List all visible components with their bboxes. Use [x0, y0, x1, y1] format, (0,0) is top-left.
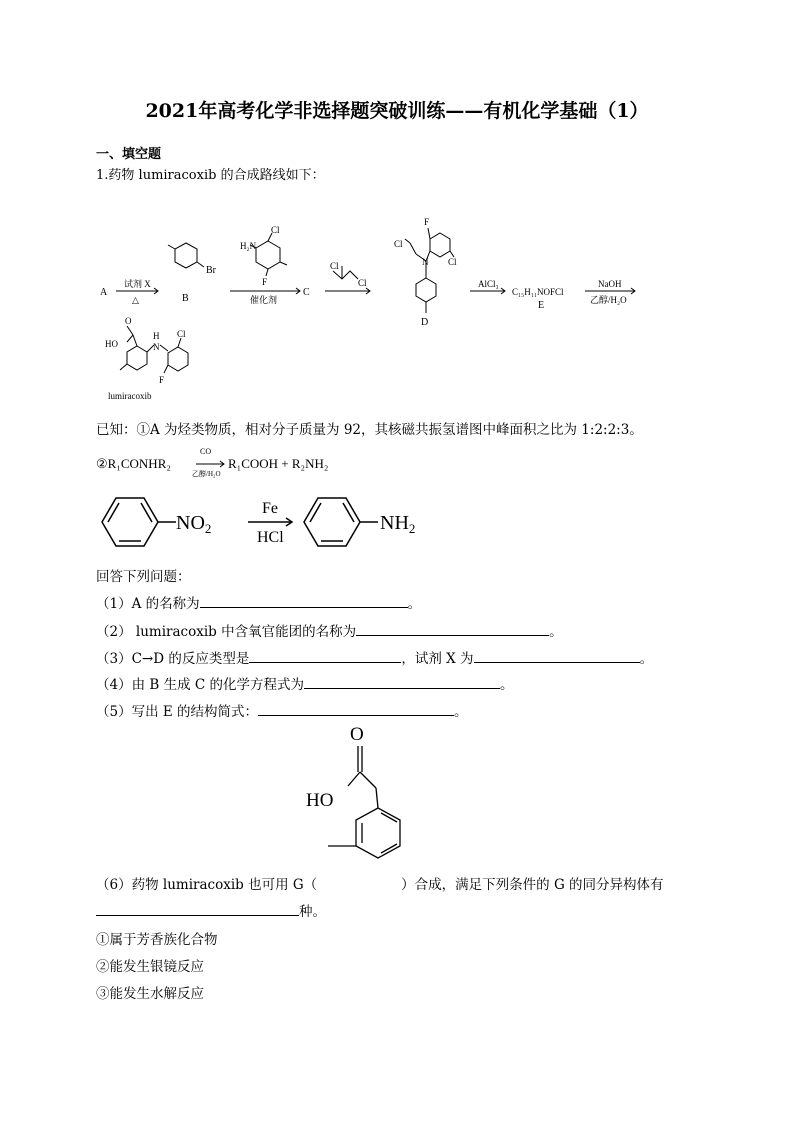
- label-D: D: [421, 317, 429, 328]
- alcl3: AlCl₃: [478, 279, 499, 289]
- answer-blank-5[interactable]: [258, 702, 454, 716]
- n-atom-d: N: [422, 257, 429, 267]
- cl-atom-d2: Cl: [448, 257, 457, 267]
- reactant-amide: ②R₁CONHR₂: [96, 456, 171, 471]
- question-6: [96, 873, 664, 893]
- q6-tail: ）合成，满足下列条件的 G 的同分异构体有: [401, 877, 664, 893]
- q4-period: 。: [500, 677, 514, 693]
- q2-text: （2） lumiracoxib 中含氧官能团的名称为: [96, 624, 357, 640]
- cl-atom-1: Cl: [330, 261, 339, 271]
- answer-blank-3b[interactable]: [474, 649, 640, 663]
- q1-period: 。: [407, 596, 422, 612]
- q5-text: （5）写出 E 的结构简式：: [96, 704, 259, 720]
- question-1-intro: 1.药物 lumiracoxib 的合成路线如下：: [96, 168, 325, 183]
- ethanol-water: 乙醇/H₂O: [590, 295, 627, 305]
- answer-blank-6[interactable]: [96, 902, 299, 916]
- q3-mid: ，试剂 X 为: [401, 651, 474, 667]
- q1-text: （1）A 的名称为: [96, 596, 200, 612]
- label-C: C: [303, 287, 310, 298]
- product-acid-amine: R₁COOH + R₂NH₂: [228, 456, 329, 471]
- condition-1: ①属于芳香族化合物: [96, 932, 218, 948]
- condition-co: CO: [200, 447, 212, 456]
- label-A: A: [100, 287, 108, 298]
- known-item-1: [96, 418, 643, 438]
- answer-blank-1[interactable]: [200, 594, 408, 608]
- q2-period: 。: [549, 624, 563, 640]
- h2n-group: H₂N: [240, 241, 257, 251]
- nitro-reduction-scheme: [96, 492, 456, 552]
- answer-blank-3a[interactable]: [249, 649, 401, 663]
- known-reaction-2: [96, 444, 356, 478]
- h-atom-lumi: H: [153, 331, 160, 341]
- page-title: 2021年高考化学非选择题突破训练——有机化学基础（1）: [145, 100, 649, 122]
- reagent-fe: Fe: [262, 500, 278, 517]
- condition-2: ②能发生银镜反应: [96, 959, 204, 975]
- q6-end: 种。: [299, 904, 326, 920]
- product-name: lumiracoxib: [108, 391, 152, 401]
- naoh: NaOH: [598, 279, 622, 289]
- q3-period: 。: [639, 651, 654, 667]
- g-ho-group: HO: [306, 790, 334, 811]
- label-E: E: [538, 300, 545, 311]
- q6-text: （6）药物 lumiracoxib 也可用 G（: [96, 877, 318, 893]
- cl-atom-d: Cl: [394, 239, 403, 249]
- o-atom-lumi: O: [125, 316, 132, 326]
- q5-period: 。: [454, 704, 468, 720]
- f-atom-c: F: [262, 277, 268, 287]
- condition-solvent: 乙醇/H₂O: [192, 470, 221, 478]
- condition-3: ③能发生水解反应: [96, 986, 204, 1002]
- cl-atom-lumi: Cl: [177, 329, 186, 339]
- question-4: [96, 673, 514, 693]
- answer-blank-2[interactable]: [356, 622, 549, 636]
- question-5: [96, 700, 468, 720]
- label-B: B: [182, 293, 189, 304]
- catalyst: 催化剂: [250, 295, 278, 305]
- br-atom: Br: [206, 265, 216, 276]
- answer-blank-4[interactable]: [304, 675, 500, 689]
- nh2-group: $NH_2$: [380, 512, 416, 536]
- answer-intro: 回答下列问题：: [96, 569, 191, 585]
- no2-group: $NO_2$: [176, 512, 212, 536]
- g-structure: [300, 720, 430, 870]
- n-atom-lumi: N: [153, 342, 160, 352]
- e-formula: C₁₅H₁₁NOFCl: [512, 287, 564, 297]
- question-2: [96, 620, 563, 640]
- known-text-1: ①A 为烃类物质，相对分子质量为 92，其核磁共振氢谱图中峰面积之比为 1:2:2:3。: [136, 422, 643, 438]
- cl-atom-2: Cl: [358, 278, 367, 288]
- cl-atom-c: Cl: [271, 225, 280, 235]
- question-3: [96, 647, 653, 667]
- question-1: [96, 592, 421, 612]
- f-atom-d: F: [424, 217, 430, 227]
- f-atom-lumi: F: [159, 375, 165, 385]
- question-6-blank-line: [96, 900, 326, 920]
- section-heading: 一、填空题: [96, 147, 162, 162]
- q3-text: （3）C→D 的反应类型是: [96, 651, 250, 667]
- g-o-atom: O: [350, 724, 364, 745]
- known-label: 已知：: [96, 422, 137, 438]
- synthesis-scheme: [90, 183, 650, 413]
- heat-symbol: △: [132, 295, 139, 305]
- reagent-x: 试剂 X: [124, 279, 151, 289]
- ho-group-lumi: HO: [105, 339, 118, 349]
- reagent-hcl: HCl: [257, 529, 284, 546]
- q4-text: （4）由 B 生成 C 的化学方程式为: [96, 677, 305, 693]
